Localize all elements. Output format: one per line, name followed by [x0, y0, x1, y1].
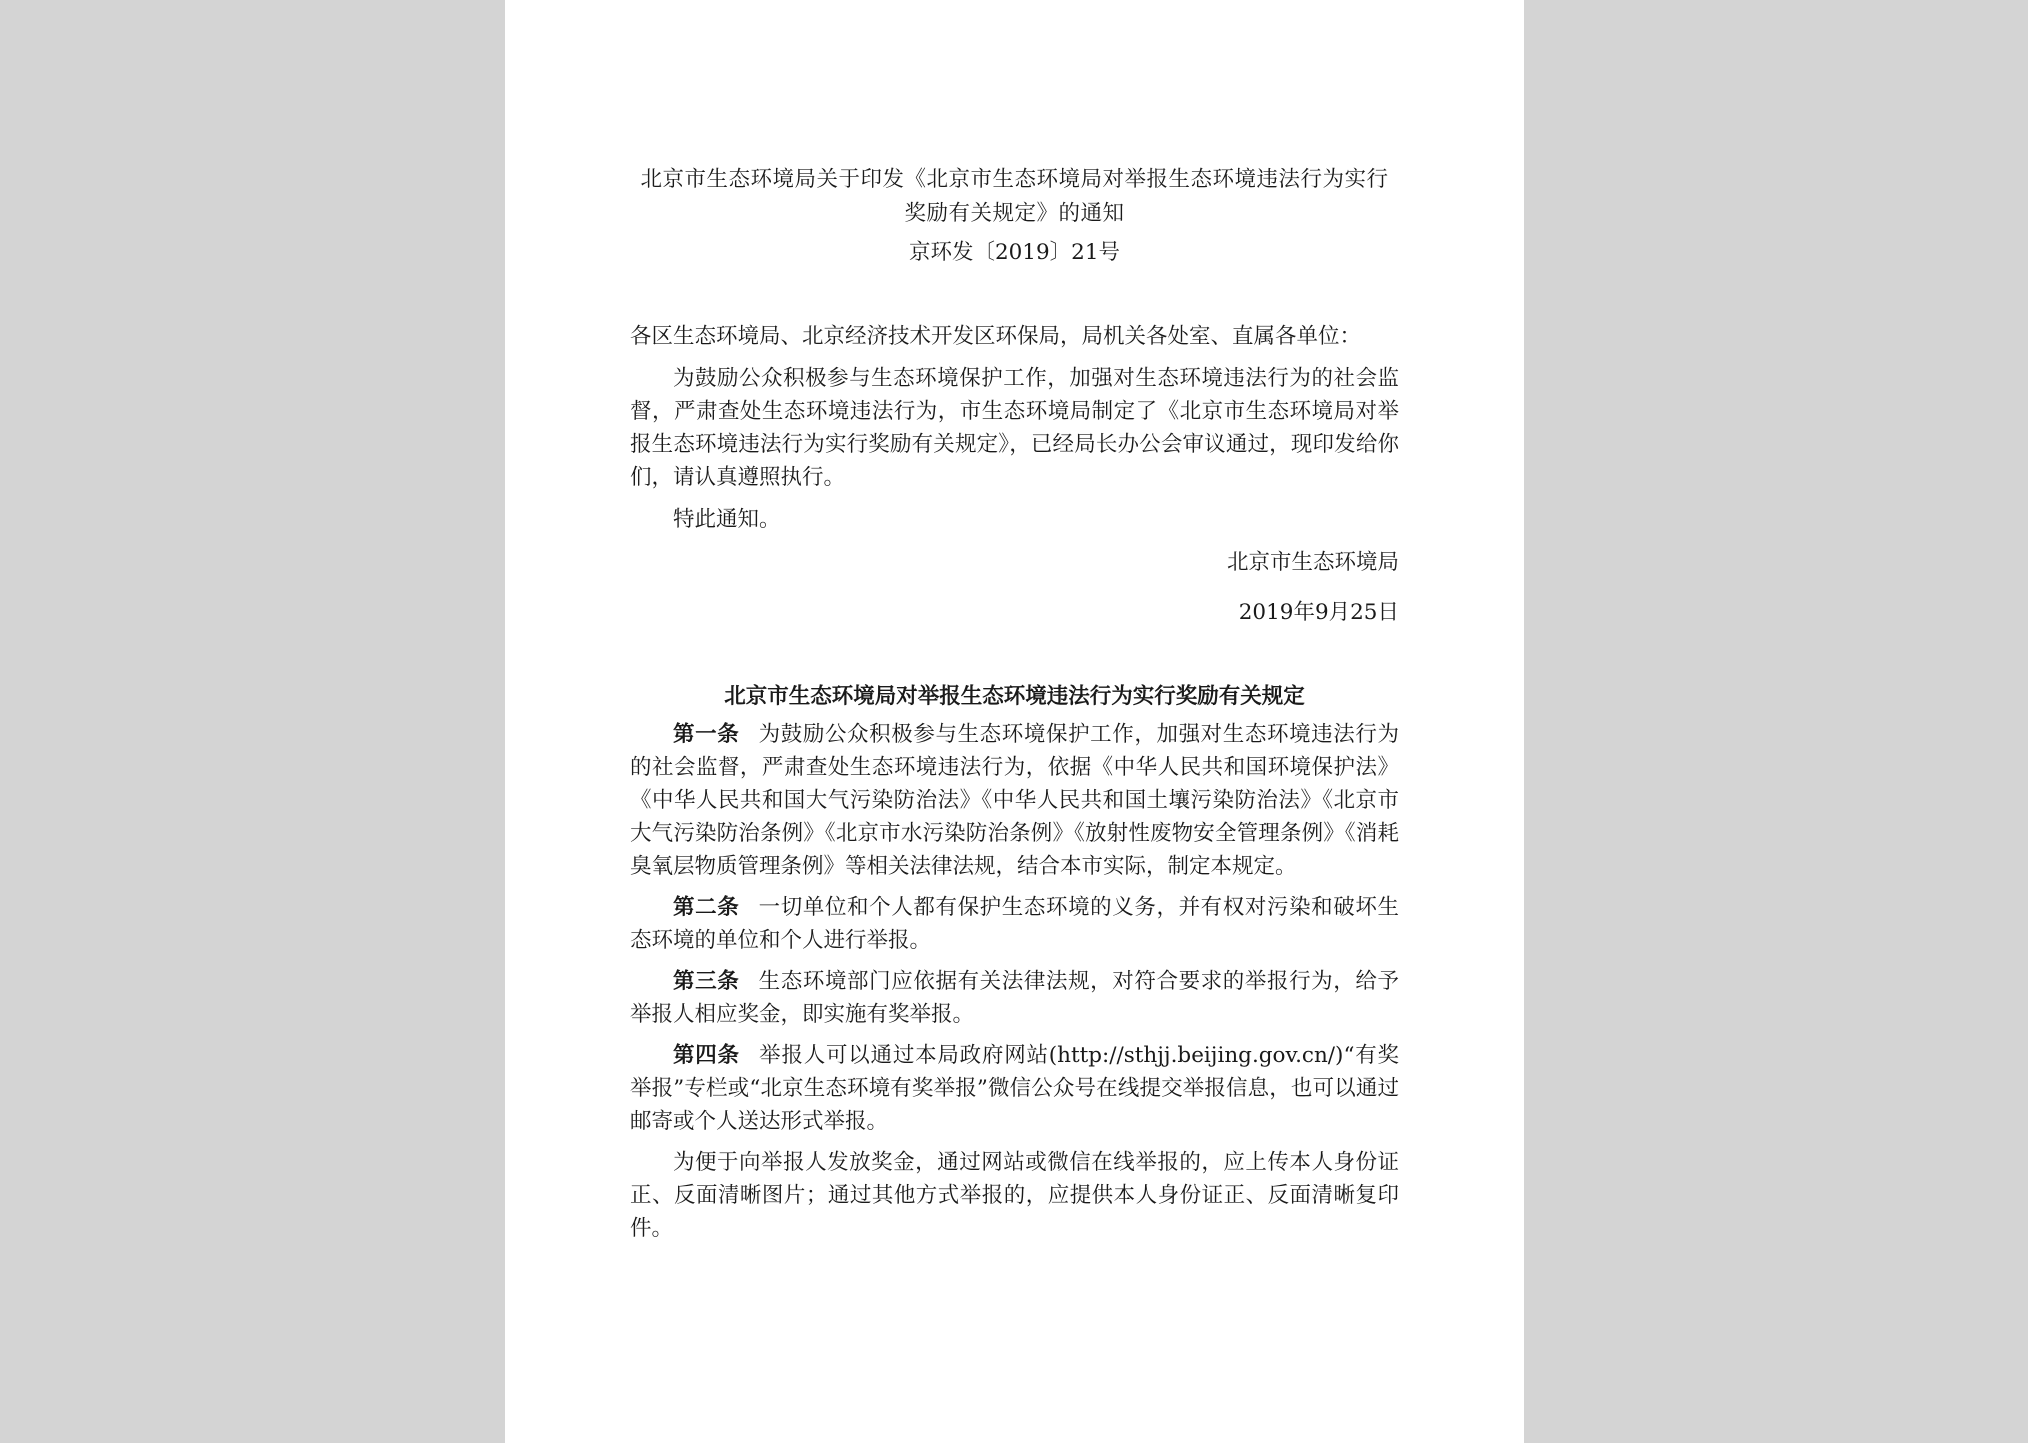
article-1	[630, 718, 1399, 883]
rules-title: 北京市生态环境局对举报生态环境违法行为实行奖励有关规定	[724, 684, 1305, 709]
issue-date: 2019年9月25日	[1238, 600, 1399, 625]
notice-body: 为鼓励公众积极参与生态环境保护工作，加强对生态环境违法行为的社会监督，严肃查处生态环境违法行为，市生态环境局制定了《北京市生态环境局对举报生态环境违法行为实行奖励有关规定》，已经局长办公会审议通过，现印发给你们，请认真遵照执行。	[630, 366, 1399, 490]
notice-closing: 特此通知。	[673, 507, 781, 532]
article-text: 为鼓励公众积极参与生态环境保护工作，加强对生态环境违法行为的社会监督，严肃查处生态环境违法行为，依据《中华人民共和国环境保护法》《中华人民共和国大气污染防治法》《中华人民共和国土壤污染防治法》《北京市大气污染防治条例》《北京市水污染防治条例》《放射性废物安全管理条例》《消耗臭氧层物质管理条例》等相关法律法规，结合本市实际，制定本规定。	[630, 722, 1399, 879]
article-2	[630, 891, 1399, 957]
issuer-signature: 北京市生态环境局	[1226, 550, 1399, 575]
article-3	[630, 965, 1399, 1031]
article-text: 举报人可以通过本局政府网站(http://sthjj.beijing.gov.cn/)“有奖举报”专栏或“北京生态环境有奖举报”微信公众号在线提交举报信息，也可以通过邮寄或个人送达形式举报。	[630, 1043, 1399, 1134]
article-4-paragraph-2: 为便于向举报人发放奖金，通过网站或微信在线举报的，应上传本人身份证正、反面清晰图片；通过其他方式举报的，应提供本人身份证正、反面清晰复印件。	[630, 1150, 1399, 1241]
article-label: 第三条	[673, 969, 740, 994]
document-number: 京环发〔2019〕21号	[908, 240, 1121, 265]
article-label: 第二条	[673, 895, 740, 920]
addressee: 各区生态环境局、北京经济技术开发区环保局，局机关各处室、直属各单位：	[630, 324, 1362, 349]
article-text: 一切单位和个人都有保护生态环境的义务，并有权对污染和破坏生态环境的单位和个人进行举报。	[630, 895, 1399, 953]
notice-title: 北京市生态环境局关于印发《北京市生态环境局对举报生态环境违法行为实行奖励有关规定》的通知	[640, 167, 1389, 226]
article-label: 第四条	[673, 1043, 740, 1068]
article-text: 生态环境部门应依据有关法律法规，对符合要求的举报行为，给予举报人相应奖金，即实施有奖举报。	[630, 969, 1399, 1027]
document-page	[505, 0, 1524, 1443]
article-4	[630, 1039, 1399, 1138]
article-label: 第一条	[673, 722, 740, 747]
